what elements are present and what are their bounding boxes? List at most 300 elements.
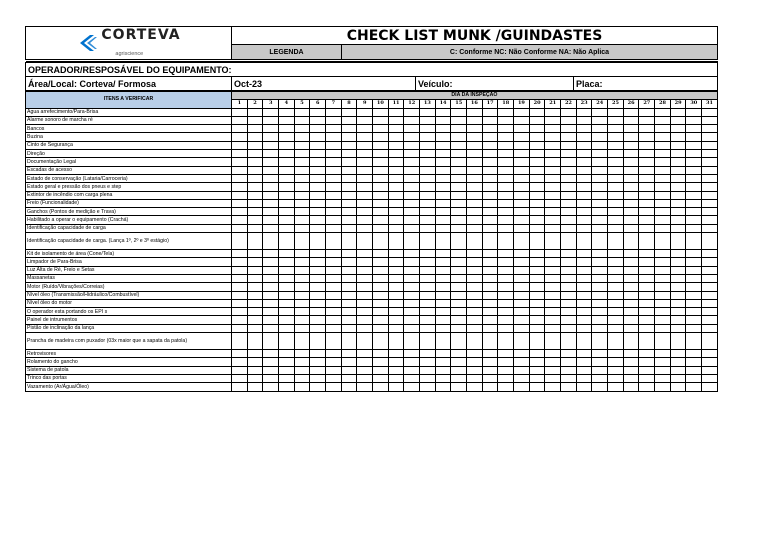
check-cell[interactable]	[326, 199, 342, 207]
check-cell[interactable]	[420, 133, 436, 141]
check-cell[interactable]	[404, 183, 420, 191]
check-cell[interactable]	[623, 150, 639, 158]
check-cell[interactable]	[623, 383, 639, 391]
check-cell[interactable]	[514, 191, 530, 199]
check-cell[interactable]	[451, 141, 467, 149]
check-cell[interactable]	[498, 308, 514, 316]
check-cell[interactable]	[388, 308, 404, 316]
check-cell[interactable]	[702, 166, 718, 174]
check-cell[interactable]	[435, 383, 451, 391]
check-cell[interactable]	[310, 274, 326, 282]
check-cell[interactable]	[576, 250, 592, 258]
check-cell[interactable]	[655, 199, 671, 207]
check-cell[interactable]	[592, 216, 608, 224]
check-cell[interactable]	[435, 191, 451, 199]
check-cell[interactable]	[263, 224, 279, 232]
check-cell[interactable]	[670, 166, 686, 174]
check-cell[interactable]	[451, 283, 467, 291]
check-cell[interactable]	[639, 299, 655, 307]
check-cell[interactable]	[232, 174, 248, 182]
check-cell[interactable]	[263, 116, 279, 124]
check-cell[interactable]	[263, 158, 279, 166]
check-cell[interactable]	[576, 274, 592, 282]
check-cell[interactable]	[294, 274, 310, 282]
check-cell[interactable]	[341, 166, 357, 174]
check-cell[interactable]	[514, 166, 530, 174]
check-cell[interactable]	[373, 174, 389, 182]
check-cell[interactable]	[451, 358, 467, 366]
check-cell[interactable]	[639, 266, 655, 274]
check-cell[interactable]	[310, 299, 326, 307]
check-cell[interactable]	[247, 324, 263, 332]
check-cell[interactable]	[561, 108, 577, 116]
check-cell[interactable]	[247, 374, 263, 382]
check-cell[interactable]	[404, 216, 420, 224]
check-cell[interactable]	[357, 191, 373, 199]
check-cell[interactable]	[514, 358, 530, 366]
check-cell[interactable]	[561, 208, 577, 216]
check-cell[interactable]	[592, 233, 608, 250]
check-cell[interactable]	[686, 116, 702, 124]
check-cell[interactable]	[247, 333, 263, 350]
check-cell[interactable]	[279, 141, 295, 149]
check-cell[interactable]	[357, 183, 373, 191]
check-cell[interactable]	[623, 216, 639, 224]
check-cell[interactable]	[388, 224, 404, 232]
check-cell[interactable]	[561, 316, 577, 324]
check-cell[interactable]	[639, 141, 655, 149]
check-cell[interactable]	[545, 374, 561, 382]
check-cell[interactable]	[639, 308, 655, 316]
check-cell[interactable]	[608, 324, 624, 332]
check-cell[interactable]	[639, 333, 655, 350]
check-cell[interactable]	[373, 133, 389, 141]
check-cell[interactable]	[467, 199, 483, 207]
check-cell[interactable]	[232, 283, 248, 291]
check-cell[interactable]	[702, 333, 718, 350]
check-cell[interactable]	[451, 158, 467, 166]
check-cell[interactable]	[373, 166, 389, 174]
check-cell[interactable]	[514, 208, 530, 216]
check-cell[interactable]	[247, 299, 263, 307]
check-cell[interactable]	[608, 383, 624, 391]
check-cell[interactable]	[514, 283, 530, 291]
check-cell[interactable]	[545, 216, 561, 224]
check-cell[interactable]	[529, 258, 545, 266]
check-cell[interactable]	[279, 116, 295, 124]
check-cell[interactable]	[420, 299, 436, 307]
check-cell[interactable]	[545, 316, 561, 324]
check-cell[interactable]	[404, 258, 420, 266]
check-cell[interactable]	[310, 125, 326, 133]
check-cell[interactable]	[592, 208, 608, 216]
check-cell[interactable]	[263, 374, 279, 382]
check-cell[interactable]	[357, 374, 373, 382]
check-cell[interactable]	[529, 216, 545, 224]
check-cell[interactable]	[404, 250, 420, 258]
check-cell[interactable]	[263, 108, 279, 116]
check-cell[interactable]	[451, 166, 467, 174]
check-cell[interactable]	[247, 274, 263, 282]
check-cell[interactable]	[592, 150, 608, 158]
check-cell[interactable]	[545, 358, 561, 366]
check-cell[interactable]	[326, 250, 342, 258]
check-cell[interactable]	[232, 199, 248, 207]
check-cell[interactable]	[373, 224, 389, 232]
check-cell[interactable]	[498, 299, 514, 307]
check-cell[interactable]	[670, 116, 686, 124]
check-cell[interactable]	[592, 274, 608, 282]
check-cell[interactable]	[326, 316, 342, 324]
check-cell[interactable]	[294, 250, 310, 258]
check-cell[interactable]	[435, 283, 451, 291]
check-cell[interactable]	[263, 166, 279, 174]
check-cell[interactable]	[498, 174, 514, 182]
check-cell[interactable]	[279, 274, 295, 282]
check-cell[interactable]	[294, 324, 310, 332]
check-cell[interactable]	[655, 383, 671, 391]
check-cell[interactable]	[357, 366, 373, 374]
check-cell[interactable]	[247, 383, 263, 391]
check-cell[interactable]	[420, 224, 436, 232]
check-cell[interactable]	[373, 183, 389, 191]
check-cell[interactable]	[561, 141, 577, 149]
check-cell[interactable]	[247, 141, 263, 149]
check-cell[interactable]	[420, 333, 436, 350]
check-cell[interactable]	[357, 166, 373, 174]
check-cell[interactable]	[608, 174, 624, 182]
check-cell[interactable]	[404, 266, 420, 274]
check-cell[interactable]	[576, 191, 592, 199]
check-cell[interactable]	[498, 358, 514, 366]
check-cell[interactable]	[435, 374, 451, 382]
check-cell[interactable]	[326, 224, 342, 232]
check-cell[interactable]	[655, 208, 671, 216]
check-cell[interactable]	[576, 383, 592, 391]
check-cell[interactable]	[247, 224, 263, 232]
check-cell[interactable]	[373, 216, 389, 224]
check-cell[interactable]	[670, 366, 686, 374]
check-cell[interactable]	[373, 299, 389, 307]
check-cell[interactable]	[670, 158, 686, 166]
check-cell[interactable]	[561, 333, 577, 350]
check-cell[interactable]	[451, 316, 467, 324]
check-cell[interactable]	[482, 283, 498, 291]
check-cell[interactable]	[545, 324, 561, 332]
check-cell[interactable]	[451, 383, 467, 391]
check-cell[interactable]	[263, 350, 279, 358]
check-cell[interactable]	[341, 266, 357, 274]
check-cell[interactable]	[608, 150, 624, 158]
check-cell[interactable]	[686, 108, 702, 116]
check-cell[interactable]	[639, 150, 655, 158]
check-cell[interactable]	[404, 150, 420, 158]
check-cell[interactable]	[232, 216, 248, 224]
check-cell[interactable]	[451, 258, 467, 266]
check-cell[interactable]	[232, 324, 248, 332]
check-cell[interactable]	[686, 125, 702, 133]
check-cell[interactable]	[639, 291, 655, 299]
check-cell[interactable]	[341, 125, 357, 133]
check-cell[interactable]	[467, 374, 483, 382]
check-cell[interactable]	[232, 108, 248, 116]
check-cell[interactable]	[263, 324, 279, 332]
check-cell[interactable]	[514, 233, 530, 250]
check-cell[interactable]	[467, 274, 483, 282]
check-cell[interactable]	[561, 358, 577, 366]
check-cell[interactable]	[623, 316, 639, 324]
check-cell[interactable]	[310, 208, 326, 216]
check-cell[interactable]	[388, 158, 404, 166]
check-cell[interactable]	[608, 199, 624, 207]
check-cell[interactable]	[482, 266, 498, 274]
check-cell[interactable]	[686, 374, 702, 382]
check-cell[interactable]	[294, 374, 310, 382]
check-cell[interactable]	[686, 350, 702, 358]
check-cell[interactable]	[529, 199, 545, 207]
check-cell[interactable]	[341, 366, 357, 374]
check-cell[interactable]	[529, 158, 545, 166]
check-cell[interactable]	[608, 266, 624, 274]
check-cell[interactable]	[670, 291, 686, 299]
check-cell[interactable]	[498, 150, 514, 158]
check-cell[interactable]	[639, 183, 655, 191]
check-cell[interactable]	[326, 208, 342, 216]
check-cell[interactable]	[702, 199, 718, 207]
check-cell[interactable]	[451, 108, 467, 116]
check-cell[interactable]	[341, 233, 357, 250]
check-cell[interactable]	[357, 358, 373, 366]
check-cell[interactable]	[310, 266, 326, 274]
check-cell[interactable]	[498, 274, 514, 282]
check-cell[interactable]	[357, 316, 373, 324]
check-cell[interactable]	[529, 366, 545, 374]
check-cell[interactable]	[498, 224, 514, 232]
check-cell[interactable]	[388, 108, 404, 116]
check-cell[interactable]	[373, 199, 389, 207]
check-cell[interactable]	[655, 116, 671, 124]
check-cell[interactable]	[388, 274, 404, 282]
check-cell[interactable]	[670, 183, 686, 191]
check-cell[interactable]	[702, 308, 718, 316]
check-cell[interactable]	[294, 258, 310, 266]
check-cell[interactable]	[686, 174, 702, 182]
check-cell[interactable]	[576, 224, 592, 232]
check-cell[interactable]	[232, 258, 248, 266]
check-cell[interactable]	[388, 383, 404, 391]
check-cell[interactable]	[623, 324, 639, 332]
check-cell[interactable]	[482, 199, 498, 207]
check-cell[interactable]	[420, 216, 436, 224]
check-cell[interactable]	[247, 183, 263, 191]
check-cell[interactable]	[686, 316, 702, 324]
check-cell[interactable]	[670, 383, 686, 391]
check-cell[interactable]	[435, 316, 451, 324]
check-cell[interactable]	[576, 358, 592, 366]
check-cell[interactable]	[279, 125, 295, 133]
check-cell[interactable]	[294, 158, 310, 166]
check-cell[interactable]	[592, 350, 608, 358]
check-cell[interactable]	[514, 108, 530, 116]
check-cell[interactable]	[670, 308, 686, 316]
check-cell[interactable]	[404, 166, 420, 174]
check-cell[interactable]	[670, 233, 686, 250]
check-cell[interactable]	[467, 358, 483, 366]
check-cell[interactable]	[702, 191, 718, 199]
check-cell[interactable]	[404, 133, 420, 141]
check-cell[interactable]	[482, 350, 498, 358]
check-cell[interactable]	[608, 116, 624, 124]
check-cell[interactable]	[545, 208, 561, 216]
check-cell[interactable]	[341, 208, 357, 216]
check-cell[interactable]	[373, 366, 389, 374]
check-cell[interactable]	[467, 158, 483, 166]
check-cell[interactable]	[702, 324, 718, 332]
check-cell[interactable]	[310, 308, 326, 316]
check-cell[interactable]	[498, 208, 514, 216]
check-cell[interactable]	[592, 133, 608, 141]
check-cell[interactable]	[498, 291, 514, 299]
check-cell[interactable]	[294, 316, 310, 324]
check-cell[interactable]	[420, 108, 436, 116]
check-cell[interactable]	[451, 266, 467, 274]
check-cell[interactable]	[341, 174, 357, 182]
check-cell[interactable]	[686, 250, 702, 258]
check-cell[interactable]	[310, 366, 326, 374]
check-cell[interactable]	[467, 333, 483, 350]
check-cell[interactable]	[639, 316, 655, 324]
check-cell[interactable]	[498, 166, 514, 174]
check-cell[interactable]	[232, 316, 248, 324]
check-cell[interactable]	[576, 174, 592, 182]
check-cell[interactable]	[341, 158, 357, 166]
check-cell[interactable]	[514, 116, 530, 124]
check-cell[interactable]	[498, 125, 514, 133]
check-cell[interactable]	[702, 150, 718, 158]
check-cell[interactable]	[294, 166, 310, 174]
check-cell[interactable]	[592, 158, 608, 166]
check-cell[interactable]	[514, 150, 530, 158]
check-cell[interactable]	[435, 250, 451, 258]
check-cell[interactable]	[310, 358, 326, 366]
check-cell[interactable]	[420, 366, 436, 374]
check-cell[interactable]	[623, 374, 639, 382]
check-cell[interactable]	[498, 133, 514, 141]
check-cell[interactable]	[341, 108, 357, 116]
check-cell[interactable]	[435, 141, 451, 149]
check-cell[interactable]	[420, 183, 436, 191]
check-cell[interactable]	[388, 166, 404, 174]
check-cell[interactable]	[529, 291, 545, 299]
check-cell[interactable]	[655, 166, 671, 174]
check-cell[interactable]	[451, 299, 467, 307]
check-cell[interactable]	[608, 233, 624, 250]
check-cell[interactable]	[263, 308, 279, 316]
check-cell[interactable]	[357, 133, 373, 141]
check-cell[interactable]	[623, 350, 639, 358]
check-cell[interactable]	[247, 166, 263, 174]
check-cell[interactable]	[670, 324, 686, 332]
check-cell[interactable]	[263, 333, 279, 350]
check-cell[interactable]	[263, 141, 279, 149]
check-cell[interactable]	[561, 191, 577, 199]
check-cell[interactable]	[639, 358, 655, 366]
check-cell[interactable]	[279, 208, 295, 216]
check-cell[interactable]	[279, 324, 295, 332]
check-cell[interactable]	[529, 299, 545, 307]
check-cell[interactable]	[576, 299, 592, 307]
check-cell[interactable]	[279, 258, 295, 266]
check-cell[interactable]	[561, 291, 577, 299]
check-cell[interactable]	[357, 308, 373, 316]
check-cell[interactable]	[310, 108, 326, 116]
check-cell[interactable]	[529, 308, 545, 316]
check-cell[interactable]	[655, 216, 671, 224]
check-cell[interactable]	[279, 266, 295, 274]
check-cell[interactable]	[623, 108, 639, 116]
check-cell[interactable]	[529, 383, 545, 391]
check-cell[interactable]	[561, 350, 577, 358]
check-cell[interactable]	[435, 166, 451, 174]
check-cell[interactable]	[514, 274, 530, 282]
check-cell[interactable]	[545, 333, 561, 350]
check-cell[interactable]	[655, 191, 671, 199]
check-cell[interactable]	[388, 216, 404, 224]
check-cell[interactable]	[247, 266, 263, 274]
check-cell[interactable]	[326, 141, 342, 149]
check-cell[interactable]	[686, 266, 702, 274]
check-cell[interactable]	[702, 133, 718, 141]
check-cell[interactable]	[623, 141, 639, 149]
check-cell[interactable]	[357, 199, 373, 207]
check-cell[interactable]	[467, 299, 483, 307]
check-cell[interactable]	[655, 125, 671, 133]
check-cell[interactable]	[576, 133, 592, 141]
check-cell[interactable]	[686, 166, 702, 174]
check-cell[interactable]	[670, 333, 686, 350]
check-cell[interactable]	[639, 283, 655, 291]
check-cell[interactable]	[232, 308, 248, 316]
check-cell[interactable]	[326, 274, 342, 282]
check-cell[interactable]	[670, 141, 686, 149]
check-cell[interactable]	[341, 150, 357, 158]
check-cell[interactable]	[592, 141, 608, 149]
check-cell[interactable]	[498, 183, 514, 191]
check-cell[interactable]	[623, 125, 639, 133]
check-cell[interactable]	[592, 108, 608, 116]
check-cell[interactable]	[232, 141, 248, 149]
check-cell[interactable]	[608, 299, 624, 307]
check-cell[interactable]	[686, 283, 702, 291]
check-cell[interactable]	[420, 291, 436, 299]
check-cell[interactable]	[670, 350, 686, 358]
check-cell[interactable]	[404, 108, 420, 116]
check-cell[interactable]	[702, 208, 718, 216]
check-cell[interactable]	[435, 224, 451, 232]
check-cell[interactable]	[576, 216, 592, 224]
check-cell[interactable]	[576, 333, 592, 350]
check-cell[interactable]	[451, 366, 467, 374]
check-cell[interactable]	[326, 308, 342, 316]
check-cell[interactable]	[404, 191, 420, 199]
check-cell[interactable]	[702, 108, 718, 116]
check-cell[interactable]	[357, 283, 373, 291]
check-cell[interactable]	[482, 166, 498, 174]
check-cell[interactable]	[545, 125, 561, 133]
check-cell[interactable]	[341, 333, 357, 350]
check-cell[interactable]	[639, 216, 655, 224]
check-cell[interactable]	[623, 333, 639, 350]
